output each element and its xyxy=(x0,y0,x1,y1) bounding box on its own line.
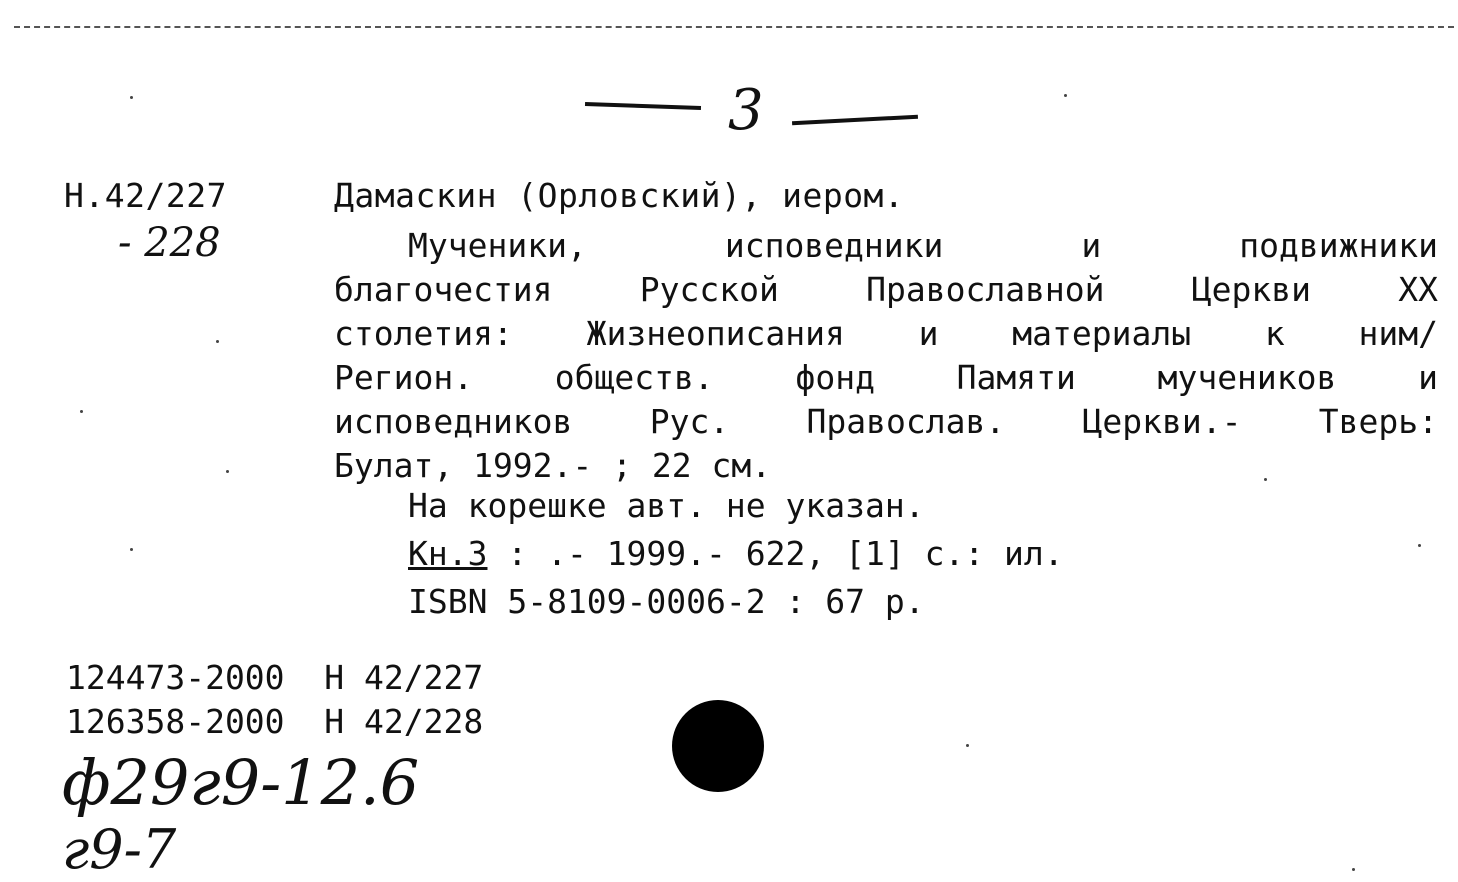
scan-speck xyxy=(226,470,229,473)
description-line: Булат, 1992.- ; 22 см. xyxy=(334,446,772,485)
card-notes xyxy=(408,482,1064,626)
description-line: благочестия Русской Православной Церкви XX xyxy=(334,270,1438,309)
description-line: исповедников Рус. Православ. Церкви.- Тверь: xyxy=(334,402,1438,441)
handwritten-code: г9-7 xyxy=(62,818,177,881)
card-top-border xyxy=(14,26,1454,28)
page-number-dash-right xyxy=(792,115,918,126)
scan-speck xyxy=(130,96,133,99)
author-heading: Дамаскин (Орловский), иером. xyxy=(334,176,905,215)
isbn-line: ISBN 5-8109-0006-2 : 67 р. xyxy=(408,582,925,621)
description-line: Мученики, исповедники и подвижники xyxy=(408,226,1438,265)
call-number-handwritten: - 228 xyxy=(118,220,221,266)
description-line: Регион. обществ. фонд Памяти мучеников и xyxy=(334,358,1438,397)
punch-hole xyxy=(672,700,764,792)
description-line: столетия: Жизнеописания и материалы к ним/ xyxy=(334,314,1438,353)
page-number: 3 xyxy=(728,78,764,143)
scan-speck xyxy=(130,548,133,551)
scan-speck xyxy=(216,340,219,343)
scan-speck xyxy=(1352,868,1355,871)
handwritten-code: ф29г9-12.6 xyxy=(62,746,420,819)
volume-details: : .- 1999.- 622, [1] с.: ил. xyxy=(487,534,1064,573)
inventory-line: 126358-2000 Н 42/228 xyxy=(66,702,484,741)
call-number: Н.42/227 xyxy=(64,176,227,215)
volume-label: Кн.3 xyxy=(408,534,488,573)
scan-speck xyxy=(1418,544,1421,547)
scan-speck xyxy=(1264,478,1267,481)
inventory-line: 124473-2000 Н 42/227 xyxy=(66,658,484,697)
title-description xyxy=(334,224,1438,488)
inventory-numbers xyxy=(66,656,483,744)
page-number-dash-left xyxy=(585,102,701,110)
scan-speck xyxy=(1064,94,1067,97)
scan-speck xyxy=(966,744,969,747)
volume-line xyxy=(408,530,1064,578)
scan-speck xyxy=(80,410,83,413)
spine-note: На корешке авт. не указан. xyxy=(408,486,925,525)
